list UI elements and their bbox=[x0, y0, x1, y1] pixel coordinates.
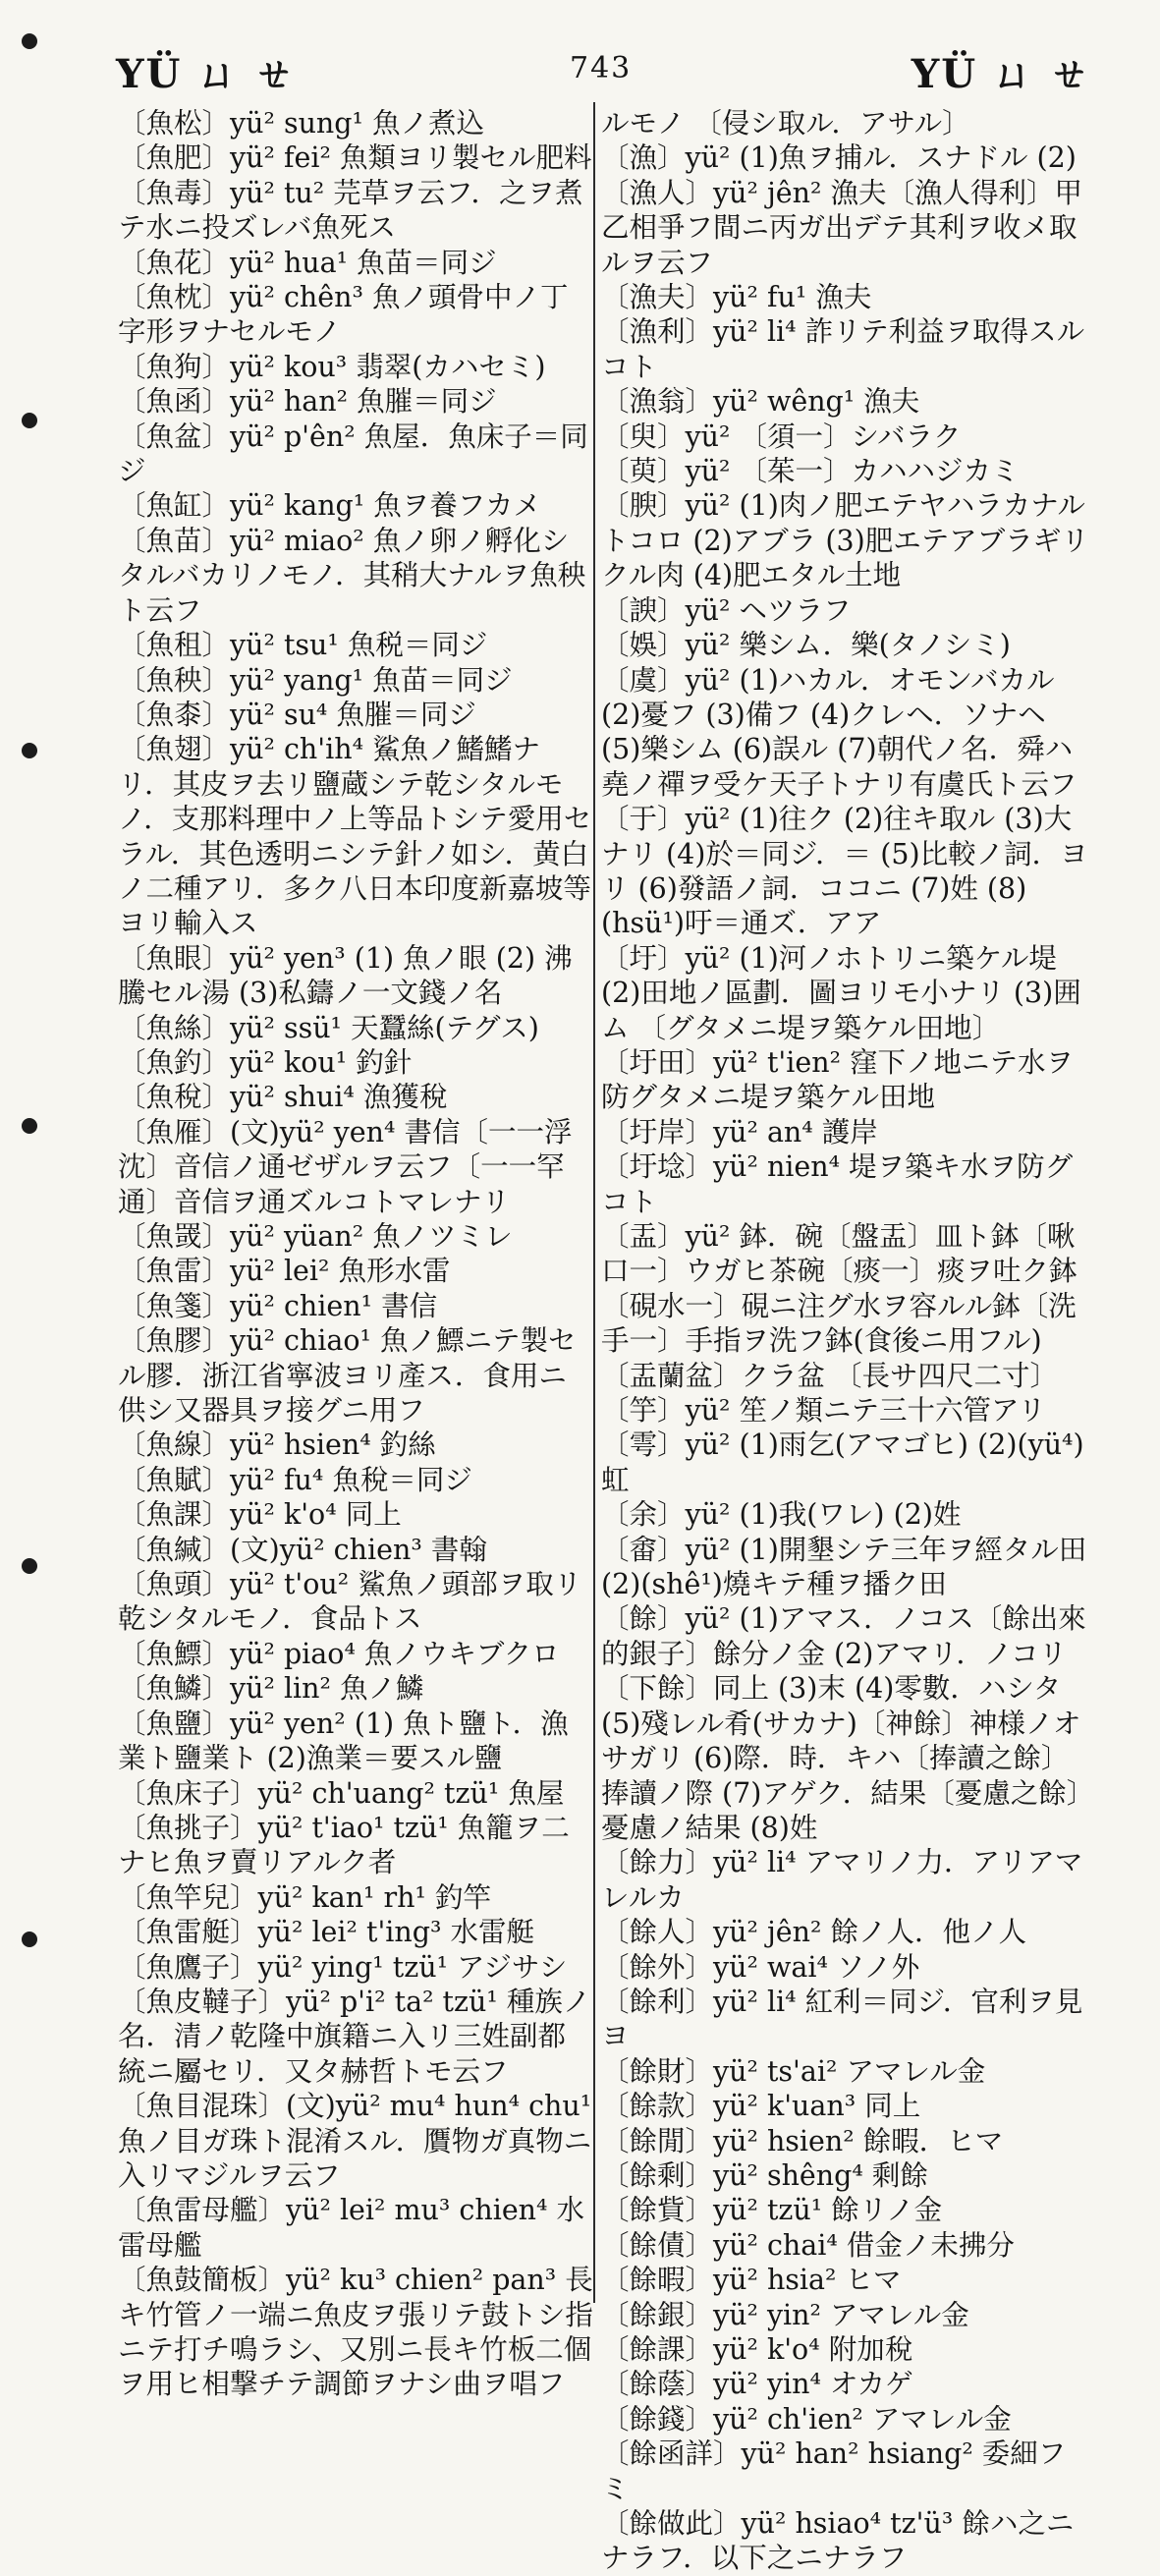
dictionary-entry: 〔雩〕yü² (1)雨乞(アマゴヒ) (2)(yü⁴)虹 bbox=[601, 1428, 1084, 1496]
dictionary-entry: 〔諛〕yü² ヘツラフ bbox=[601, 593, 852, 627]
dictionary-entry: 〔魚鱗〕yü² lin² 魚ノ鱗 bbox=[118, 1672, 424, 1706]
dictionary-entry: 〔魚枕〕yü² chên³ 魚ノ頭骨中ノ丁字形ヲナセルモノ bbox=[118, 281, 569, 349]
dictionary-entry: 〔魚挑子〕yü² t'iao¹ tzü¹ 魚籠ヲ二ナヒ魚ヲ賣リアルク者 bbox=[118, 1811, 570, 1879]
dictionary-entry: 〔餘做此〕yü² hsiao⁴ tz'ü³ 餘ハ之ニナラフ．以下之ニナラフ bbox=[601, 2507, 1075, 2575]
dictionary-entry: 〔圩岸〕yü² an⁴ 護岸 bbox=[601, 1115, 878, 1148]
dictionary-entry: 〔魚線〕yü² hsien⁴ 釣絲 bbox=[118, 1428, 436, 1462]
dictionary-entry: 〔魚雷母艦〕yü² lei² mu³ chien⁴ 水雷母艦 bbox=[118, 2194, 585, 2262]
dictionary-entry: 〔餘款〕yü² k'uan³ 同上 bbox=[601, 2090, 921, 2123]
dictionary-entry: 〔餘債〕yü² chai⁴ 借金ノ未拂分 bbox=[601, 2228, 1015, 2262]
dictionary-entry: 〔魚罭〕yü² yüan² 魚ノツミレ bbox=[118, 1220, 513, 1253]
dictionary-entry: 〔魚肥〕yü² fei² 魚類ヨリ製セル肥料 bbox=[118, 141, 592, 175]
dictionary-entry: 〔魚函〕yü² han² 魚膗＝同ジ bbox=[118, 385, 497, 419]
dictionary-entry: 〔餘貲〕yü² tzü¹ 餘リノ金 bbox=[601, 2194, 943, 2227]
dictionary-entry: 〔漁夫〕yü² fu¹ 漁夫 bbox=[601, 281, 872, 314]
dictionary-entry: 〔餘暇〕yü² hsia² ヒマ bbox=[601, 2264, 902, 2297]
dictionary-entry: 〔餘人〕yü² jên² 餘ノ人．他ノ人 bbox=[601, 1916, 1026, 1949]
dictionary-entry: 〔魚頭〕yü² t'ou² 鯊魚ノ頭部ヲ取リ乾シタルモノ．食品トス bbox=[118, 1568, 582, 1636]
dictionary-entry: 〔魚雷艇〕yü² lei² t'ing³ 水雷艇 bbox=[118, 1916, 535, 1949]
column-divider bbox=[593, 102, 595, 2303]
left-column-entries bbox=[118, 106, 593, 2401]
dictionary-entry: 〔魚狗〕yü² kou³ 翡翠(カハセミ) bbox=[118, 350, 546, 383]
dictionary-entry: 〔圩田〕yü² t'ien² 窪下ノ地ニテ水ヲ防グタメニ堤ヲ築ケル田地 bbox=[601, 1045, 1075, 1114]
dictionary-entry: 〔魚緘〕(文)yü² chien³ 書翰 bbox=[118, 1533, 487, 1566]
binding-hole-mark bbox=[22, 1932, 37, 1947]
dictionary-entry: 〔圩〕yü² (1)河ノホトリニ築ケル堤 (2)田地ノ區劃．圖ヨリモ小ナリ (3)囲ム 〔グタメニ堤ヲ築ケル田地〕 bbox=[601, 941, 1081, 1044]
dictionary-entry: 〔娛〕yü² 樂シム．樂(タノシミ) bbox=[601, 629, 1011, 662]
dictionary-entry: 〔余〕yü² (1)我(ワレ) (2)姓 bbox=[601, 1498, 962, 1532]
running-head-right: YÜ ㄩ ㄝ bbox=[911, 51, 1091, 97]
dictionary-entry: 〔竽〕yü² 笙ノ類ニテ三十六管アリ bbox=[601, 1394, 1046, 1428]
dictionary-entry: 〔盂〕yü² 鉢．碗〔盤盂〕皿ト鉢〔啾口一〕ウガヒ茶碗〔痰一〕痰ヲ吐ク鉢〔硯水一〕硯ニ注グ水ヲ容ルル鉢〔洗手一〕手指ヲ洗フ鉢(食後ニ用フル)〔盂蘭盆〕クラ盆 〔長サ四尺二寸〕 bbox=[601, 1220, 1077, 1392]
dictionary-entry: 〔魚雷〕yü² lei² 魚形水雷 bbox=[118, 1255, 451, 1288]
dictionary-entry: 〔魚盆〕yü² p'ên² 魚屋．魚床子＝同ジ bbox=[118, 420, 588, 488]
binding-hole-mark bbox=[22, 1558, 37, 1574]
dictionary-entry: 〔魚釣〕yü² kou¹ 釣針 bbox=[118, 1045, 413, 1079]
dictionary-entry: 〔魚租〕yü² tsu¹ 魚税＝同ジ bbox=[118, 629, 488, 662]
dictionary-entry: 〔魚苗〕yü² miao² 魚ノ卵ノ孵化シタルバカリノモノ．其稍大ナルヲ魚秧ト云フ bbox=[118, 524, 586, 627]
page-number: 743 bbox=[570, 51, 633, 85]
dictionary-entry: 〔萸〕yü² 〔茱一〕カハハジカミ bbox=[601, 455, 1020, 488]
binding-hole-mark bbox=[22, 413, 37, 428]
dictionary-entry: 〔魚缸〕yü² kang¹ 魚ヲ養フカメ bbox=[118, 489, 542, 523]
right-column-entries bbox=[601, 106, 1092, 2575]
running-head-left: YÜ ㄩ ㄝ bbox=[116, 51, 297, 97]
dictionary-entry: 〔魚翅〕yü² ch'ih⁴ 鯊魚ノ鰭鰭ナリ．其皮ヲ去リ鹽蔵シテ乾シタルモノ．支那料理中ノ上等品トシテ愛用セラル．其色透明ニシテ針ノ如シ．黄白ノ二種アリ．多ク八日本印度新嘉坡等ヨリ輸入ス bbox=[118, 733, 592, 940]
dictionary-entry: 〔魚目混珠〕(文)yü² mu⁴ hun⁴ chu¹ 魚ノ目ガ珠ト混淆スル．贋物ガ真物ニ入リマジルヲ云フ bbox=[118, 2090, 592, 2192]
dictionary-entry: 〔魚鰾〕yü² piao⁴ 魚ノウキブクロ bbox=[118, 1637, 560, 1670]
dictionary-entry: 〔魚課〕yü² k'o⁴ 同上 bbox=[118, 1498, 402, 1532]
dictionary-entry: 〔餘外〕yü² wai⁴ ソノ外 bbox=[601, 1950, 920, 1984]
dictionary-entry: 〔餘錢〕yü² ch'ien² アマレル金 bbox=[601, 2402, 1012, 2436]
dictionary-entry: 〔魚賦〕yü² fu⁴ 魚稅＝同ジ bbox=[118, 1463, 472, 1496]
binding-hole-mark bbox=[22, 33, 37, 49]
dictionary-entry: 〔餘剩〕yü² shêng⁴ 剩餘 bbox=[601, 2158, 928, 2192]
dictionary-entry: 〔餘閒〕yü² hsien² 餘暇．ヒマ bbox=[601, 2124, 1004, 2157]
dictionary-entry: 〔腴〕yü² (1)肉ノ肥エテヤハラカナルトコロ (2)アブラ (3)肥エテアブラギリクル肉 (4)肥エタル土地 bbox=[601, 489, 1089, 592]
dictionary-entry: 〔魚秧〕yü² yang¹ 魚苗＝同ジ bbox=[118, 663, 513, 697]
dictionary-entry: 〔于〕yü² (1)往ク (2)往キ取ル (3)大ナリ (4)於＝同ジ．＝ (5)比較ノ詞．ヨリ (6)發語ノ詞．ココニ (7)姓 (8)(hsü¹)吁＝通ズ．アア bbox=[601, 803, 1088, 940]
dictionary-entry: 〔餘蔭〕yü² yin⁴ オカゲ bbox=[601, 2368, 913, 2401]
dictionary-entry: 〔漁翁〕yü² wêng¹ 漁夫 bbox=[601, 385, 920, 419]
dictionary-entry: 〔臾〕yü² 〔須一〕シバラク bbox=[601, 420, 962, 453]
dictionary-entry: 〔魚桼〕yü² su⁴ 魚膗＝同ジ bbox=[118, 698, 476, 731]
dictionary-entry: 〔魚眼〕yü² yen³ (1) 魚ノ眼 (2) 沸騰セル湯 (3)私鑄ノ一文錢ノ名 bbox=[118, 941, 573, 1010]
dictionary-entry: 〔魚鷹子〕yü² ying¹ tzü¹ アジサシ bbox=[118, 1950, 568, 1984]
binding-hole-mark bbox=[22, 743, 37, 758]
dictionary-entry: 〔魚鹽〕yü² yen² (1) 魚ト鹽ト．漁業ト鹽業ト (2)漁業＝要スル鹽 bbox=[118, 1707, 569, 1775]
dictionary-entry: 〔漁利〕yü² li⁴ 詐リテ利益ヲ取得スルコト bbox=[601, 315, 1085, 383]
dictionary-entry: 〔圩埝〕yü² nien⁴ 堤ヲ築キ水ヲ防グコト bbox=[601, 1150, 1074, 1218]
dictionary-entry: 〔魚膠〕yü² chiao¹ 魚ノ鰾ニテ製セル膠．浙江省寧波ヨリ產ス．食用ニ供シ又器具ヲ接グニ用フ bbox=[118, 1324, 577, 1428]
dictionary-entry: 〔餘〕yü² (1)アマス．ノコス〔餘出來的銀子〕餘分ノ金 (2)アマリ．ノコリ〔下餘〕同上 (3)末 (4)零數．ハシタ (5)殘レル肴(サカナ)〔神餘〕神様ノオサガリ (6)際．時．キハ〔捧讀之餘〕捧讀ノ際 (7)アゲク．結果〔憂慮之餘〕憂慮ノ結果 (8)姓 bbox=[601, 1602, 1086, 1844]
dictionary-entry: ルモノ 〔侵シ取ル．アサル〕 bbox=[601, 107, 970, 140]
binding-hole-mark bbox=[22, 1118, 37, 1134]
dictionary-entry: 〔魚箋〕yü² chien¹ 書信 bbox=[118, 1289, 438, 1322]
dictionary-entry: 〔餘銀〕yü² yin² アマレル金 bbox=[601, 2298, 969, 2331]
dictionary-entry: 〔餘函詳〕yü² han² hsiang² 委細フミ bbox=[601, 2437, 1067, 2505]
dictionary-entry: 〔餘財〕yü² ts'ai² アマレル金 bbox=[601, 2054, 986, 2088]
dictionary-entry: 〔虞〕yü² (1)ハカル．オモンバカル (2)憂フ (3)備フ (4)クレヘ．ソナヘ (5)樂シム (6)誤ル (7)朝代ノ名．舜ハ堯ノ禪ヲ受ケ天子トナリ有虞氏ト云フ bbox=[601, 663, 1077, 801]
dictionary-entry: 〔漁人〕yü² jên² 漁夫〔漁人得利〕甲乙相爭フ間ニ丙ガ出デテ其利ヲ收メ取ルヲ云フ bbox=[601, 176, 1082, 279]
dictionary-entry: 〔餘課〕yü² k'o⁴ 附加稅 bbox=[601, 2333, 913, 2366]
dictionary-entry: 〔餘利〕yü² li⁴ 紅利＝同ジ．官利ヲ見ヨ bbox=[601, 1985, 1083, 2053]
dictionary-entry: 〔魚床子〕yü² ch'uang² tzü¹ 魚屋 bbox=[118, 1776, 565, 1810]
dictionary-entry: 〔魚鼓簡板〕yü² ku³ chien² pan³ 長キ竹管ノ一端ニ魚皮ヲ張リテ鼓トシ指ニテ打チ鳴ラシ、又別ニ長キ竹板二個ヲ用ヒ相撃チテ調節ヲナシ曲ヲ唱フ bbox=[118, 2264, 593, 2401]
dictionary-entry: 〔魚花〕yü² hua¹ 魚苗＝同ジ bbox=[118, 246, 497, 279]
dictionary-entry: 〔魚竿兒〕yü² kan¹ rh¹ 釣竿 bbox=[118, 1880, 492, 1914]
dictionary-entry: 〔魚雁〕(文)yü² yen⁴ 書信〔一一浮沈〕音信ノ通ゼザルヲ云フ〔一一罕通〕音信ヲ通ズルコトマレナリ bbox=[118, 1115, 573, 1218]
dictionary-entry: 〔魚稅〕yü² shui⁴ 漁獲稅 bbox=[118, 1081, 448, 1114]
dictionary-entry: 〔魚毒〕yü² tu² 芫草ヲ云フ．之ヲ煮テ水ニ投ズレバ魚死ス bbox=[118, 176, 583, 245]
dictionary-entry: 〔魚絲〕yü² ssü¹ 天蠶絲(テグス) bbox=[118, 1011, 539, 1044]
dictionary-entry: 〔餘力〕yü² li⁴ アマリノ力．アリアマレルカ bbox=[601, 1846, 1083, 1914]
dictionary-entry: 〔魚松〕yü² sung¹ 魚ノ煮込 bbox=[118, 107, 485, 140]
dictionary-entry: 〔畬〕yü² (1)開墾シテ三年ヲ經タル田 (2)(shê¹)燒キテ種ヲ播ク田 bbox=[601, 1533, 1087, 1601]
dictionary-entry: 〔漁〕yü² (1)魚ヲ捕ル．スナドル (2) bbox=[601, 141, 1077, 175]
dictionary-entry: 〔魚皮韃子〕yü² p'i² ta² tzü¹ 種族ノ名．清ノ乾隆中旗籍ニ入リ三姓副都統ニ屬セリ．又タ赫哲トモ云フ bbox=[118, 1985, 591, 2088]
